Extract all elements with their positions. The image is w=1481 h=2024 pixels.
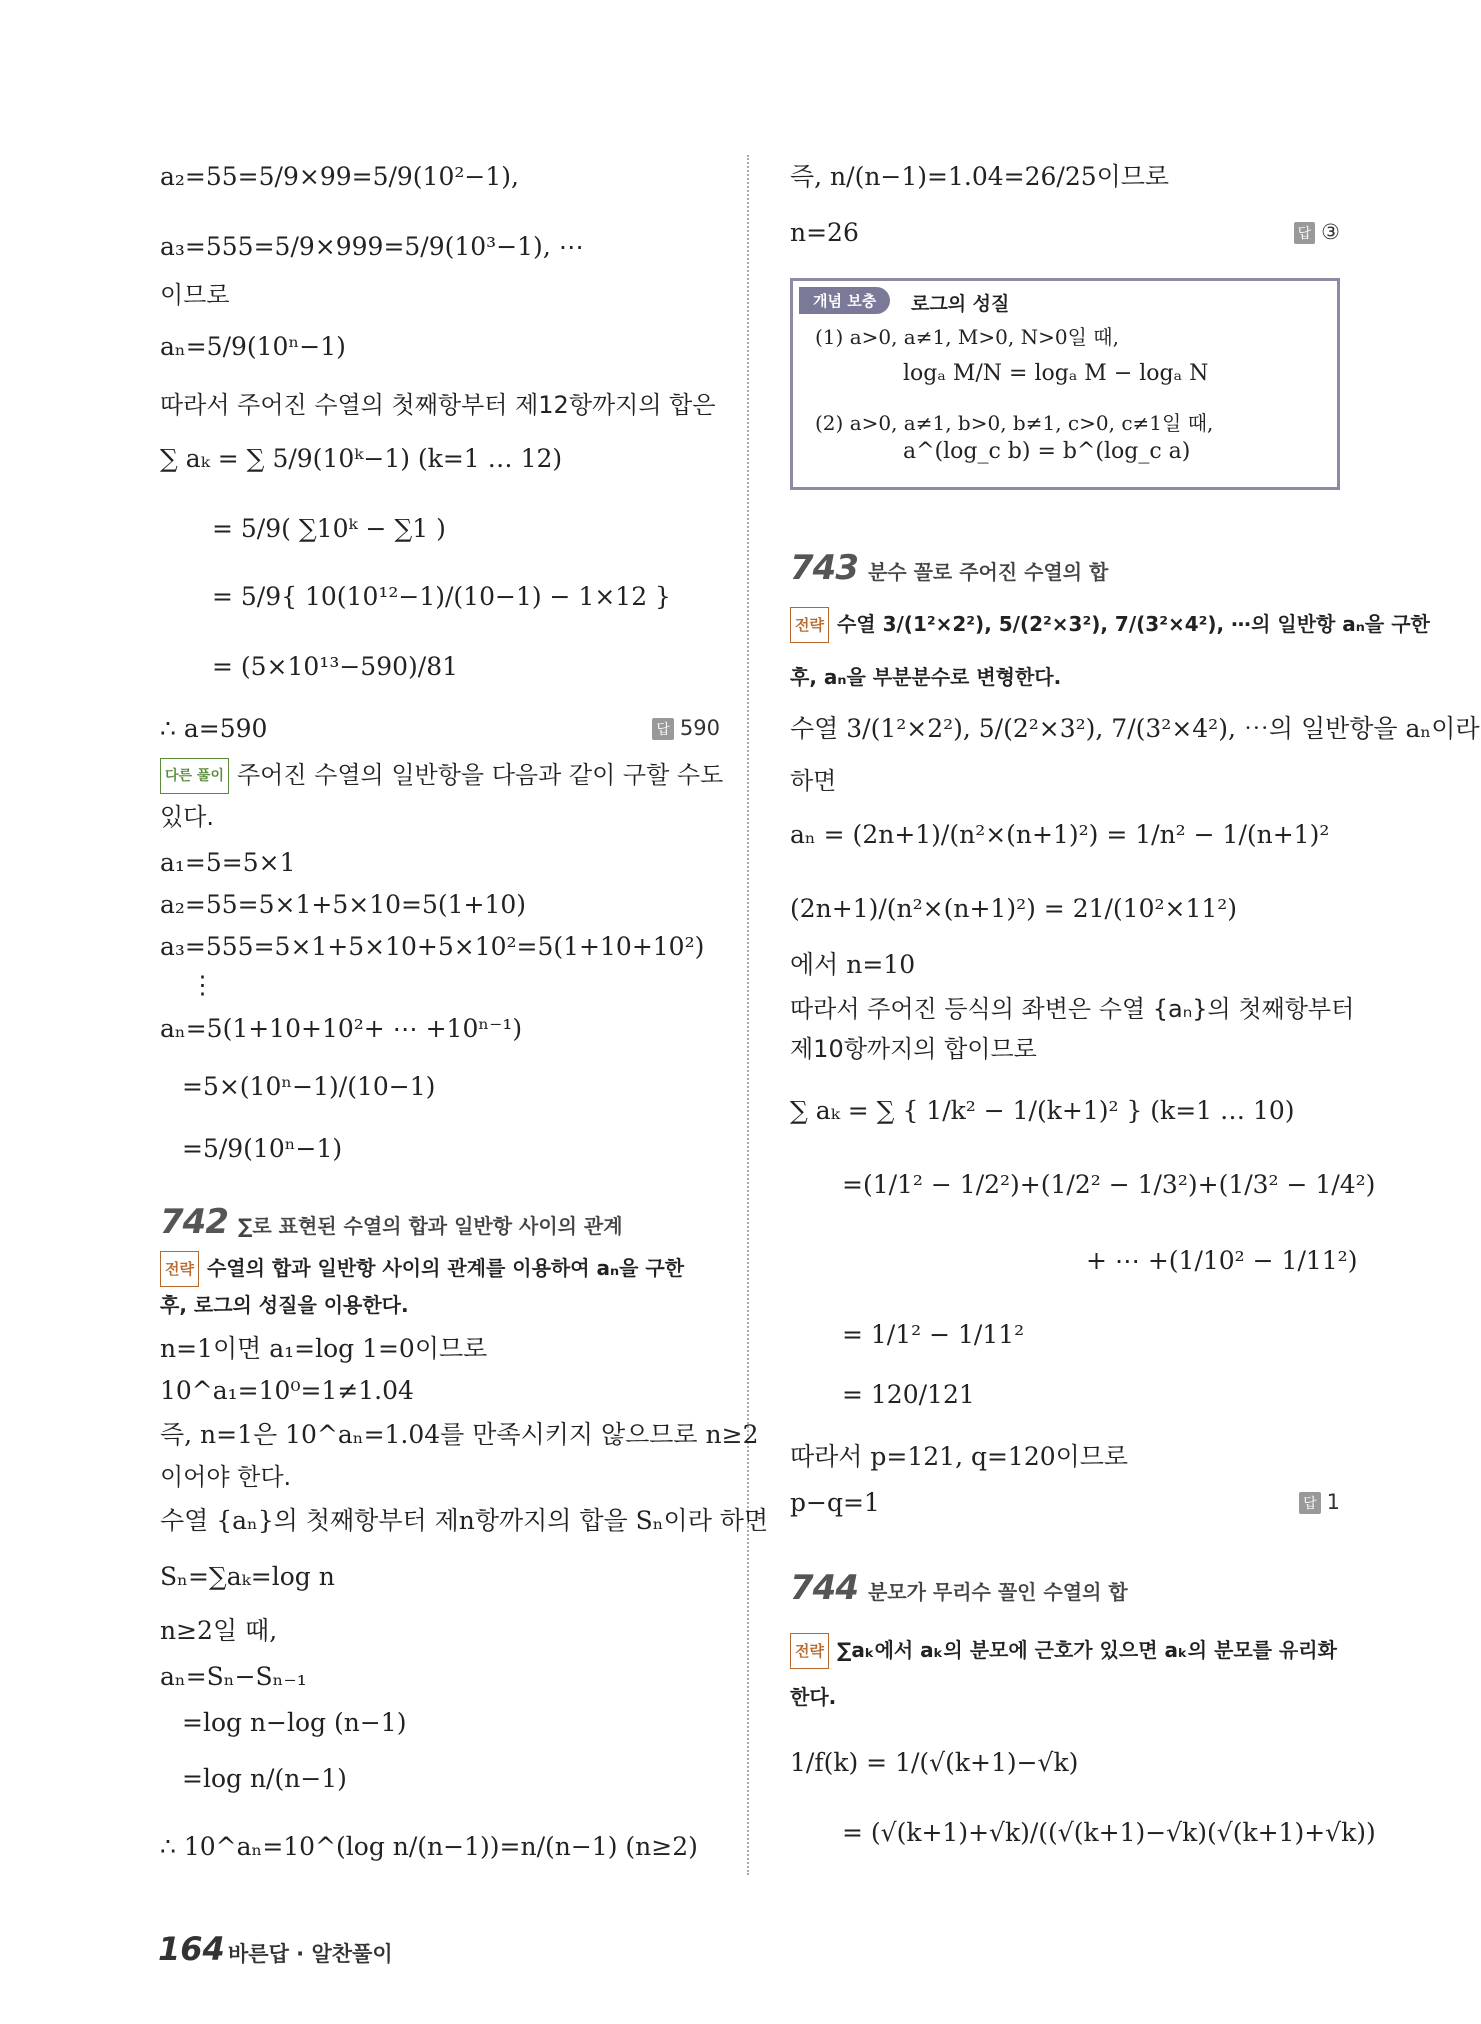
telescoping-step: =(1/1² − 1/2²)+(1/2² − 1/3²)+(1/3² − 1/4²) [842,1170,1376,1199]
equation-step: = 120/121 [842,1380,975,1409]
telescoping-step: + ⋯ +(1/10² − 1/11²) [1086,1246,1358,1275]
answer-marker [1299,1490,1340,1514]
problem-number: 743 [790,548,858,588]
text-line: 에서 n=10 [790,950,916,979]
concept-formula-2: a^(log_c b) = b^(log_c a) [903,439,1191,464]
strategy-text: 후, aₙ을 부분분수로 변형한다. [790,665,1062,689]
sum-equation: ∑ aₖ = ∑ { 1/k² − 1/(k+1)² } (k=1 … 10) [790,1096,1295,1125]
alt-solution-text: 주어진 수열의 일반항을 다음과 같이 구할 수도 [236,761,724,789]
equation: Sₙ=∑aₖ=log n [160,1562,335,1591]
strategy-text: 수열의 합과 일반항 사이의 관계를 이용하여 aₙ을 구한 [206,1256,685,1280]
equation-step: = 1/1² − 1/11² [842,1320,1025,1349]
problem-number: 744 [790,1568,858,1608]
problem-title: 분수 꼴로 주어진 수열의 합 [867,560,1109,584]
concept-formula-1: logₐ M/N = logₐ M − logₐ N [903,361,1209,386]
equation: aₙ=5(1+10+10²+ ⋯ +10ⁿ⁻¹) [160,1014,523,1043]
problem-number: 742 [160,1202,228,1242]
concept-item-1: (1) a>0, a≠1, M>0, N>0일 때, [815,325,1119,349]
problem-header-743 [790,548,1108,588]
equation-step: =5×(10ⁿ−1)/(10−1) [182,1072,436,1101]
text-line: 있다. [160,803,214,831]
text-line: n≥2일 때, [160,1616,278,1645]
equation: aₙ=Sₙ−Sₙ₋₁ [160,1662,307,1691]
equation: aₙ = (2n+1)/(n²×(n+1)²) = 1/n² − 1/(n+1)² [790,820,1330,849]
equation-step: =log n−log (n−1) [182,1708,407,1737]
concept-item-2: (2) a>0, a≠1, b>0, b≠1, c>0, c≠1일 때, [815,411,1214,435]
equation-step: =log n/(n−1) [182,1764,347,1793]
answer-tag: 답 [652,718,674,740]
problem-header-744 [790,1568,1128,1608]
strategy-badge: 전략 [790,607,829,643]
alt-solution-badge: 다른 풀이 [160,758,229,794]
text-line: 즉, n=1은 10^aₙ=1.04를 만족시키지 않으므로 n≥2 [160,1420,759,1449]
equation-a2: a₂=55=5/9×99=5/9(10²−1), [160,162,519,191]
answer-value: ③ [1321,220,1340,244]
text-line: 따라서 p=121, q=120이므로 [790,1442,1129,1471]
strategy-line [790,1632,1337,1669]
equation: p−q=1 [790,1488,880,1517]
strategy-badge: 전략 [790,1633,829,1669]
conclusion: ∴ 10^aₙ=10^(log n/(n−1))=n/(n−1) (n≥2) [160,1832,698,1861]
equation-a3: a₃=555=5/9×999=5/9(10³−1), ⋯ [160,232,584,261]
text-line: 제10항까지의 합이므로 [790,1035,1037,1063]
equation: 10^a₁=10⁰=1≠1.04 [160,1376,414,1405]
equation-step: =5/9(10ⁿ−1) [182,1134,343,1163]
problem-title: 분모가 무리수 꼴인 수열의 합 [867,1580,1128,1604]
strategy-text: 수열 3/(1²×2²), 5/(2²×3²), 7/(3²×4²), ⋯의 일반항 aₙ을 구한 [836,612,1430,636]
equation: 1/f(k) = 1/(√(k+1)−√k) [790,1748,1079,1777]
footer-label: 바른답 · 알찬풀이 [228,1942,393,1966]
answer-marker [652,716,720,740]
strategy-text: ∑aₖ에서 aₖ의 분모에 근호가 있으면 aₖ의 분모를 유리화 [836,1638,1337,1662]
equation: a₂=55=5×1+5×10=5(1+10) [160,890,527,919]
equation: a₃=555=5×1+5×10+5×10²=5(1+10+10²) [160,932,705,961]
text-line: 따라서 주어진 수열의 첫째항부터 제12항까지의 합은 [160,391,716,419]
equation-an: aₙ=5/9(10ⁿ−1) [160,332,346,361]
text-line: 수열 {aₙ}의 첫째항부터 제n항까지의 합을 Sₙ이라 하면 [160,1506,769,1535]
text-line: 따라서 주어진 등식의 좌변은 수열 {aₙ}의 첫째항부터 [790,995,1355,1023]
text-line: 하면 [790,767,837,795]
concept-box [790,278,1340,490]
text-line: 이므로 [160,281,230,309]
sum-equation: ∑ aₖ = ∑ 5/9(10ᵏ−1) (k=1 … 12) [160,444,563,473]
column-divider [747,155,749,1875]
concept-badge: 개념 보충 [799,287,890,314]
equation: 즉, n/(n−1)=1.04=26/25이므로 [790,162,1170,191]
concept-title: 로그의 성질 [911,293,1010,315]
page-number: 164 [158,1930,225,1968]
equation: n=26 [790,218,859,247]
conclusion: ∴ a=590 [160,714,268,743]
sum-step: = 5/9( ∑10ᵏ − ∑1 ) [212,514,446,543]
answer-marker [1294,220,1340,244]
alt-solution-line [160,758,723,794]
strategy-line [790,606,1430,643]
answer-tag: 답 [1299,1492,1321,1514]
strategy-line [160,1250,684,1287]
answer-value: 1 [1326,1490,1340,1514]
vertical-ellipsis: ⋮ [190,970,215,999]
strategy-text: 후, 로그의 성질을 이용한다. [160,1293,409,1317]
answer-value: 590 [679,716,720,740]
strategy-badge: 전략 [160,1251,199,1287]
strategy-text: 한다. [790,1685,837,1709]
text-line: 수열 3/(1²×2²), 5/(2²×3²), 7/(3²×4²), ⋯의 일반항을 aₙ이라 [790,714,1480,743]
equation: a₁=5=5×1 [160,848,296,877]
problem-title: ∑로 표현된 수열의 합과 일반항 사이의 관계 [237,1214,623,1238]
sum-step: = (5×10¹³−590)/81 [212,652,459,681]
sum-step: = 5/9{ 10(10¹²−1)/(10−1) − 1×12 } [212,582,671,611]
problem-header-742 [160,1202,623,1242]
equation: (2n+1)/(n²×(n+1)²) = 21/(10²×11²) [790,894,1238,923]
equation: n=1이면 a₁=log 1=0이므로 [160,1334,488,1363]
answer-tag: 답 [1294,222,1316,244]
equation-step: = (√(k+1)+√k)/((√(k+1)−√k)(√(k+1)+√k)) [842,1818,1376,1847]
text-line: 이어야 한다. [160,1463,292,1491]
